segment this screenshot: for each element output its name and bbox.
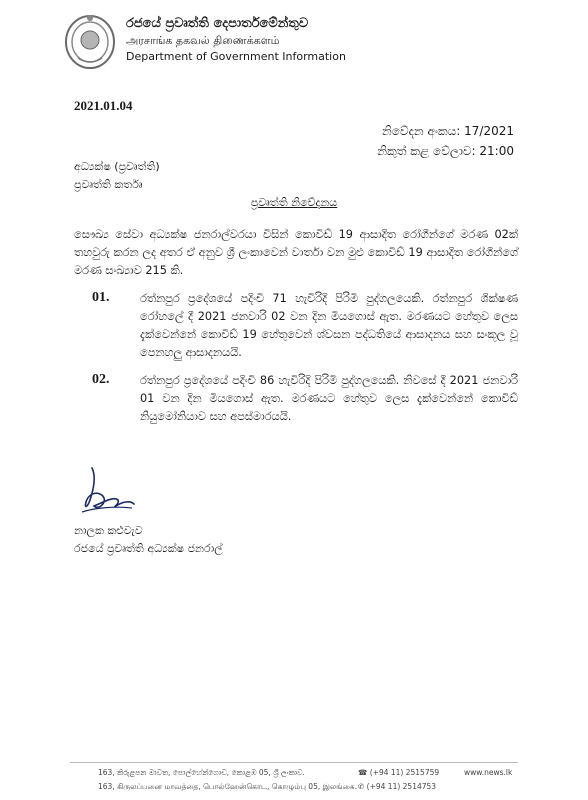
addressee-line-2: ප්‍රවෘත්ති කර්තෘ bbox=[74, 178, 143, 191]
release-time: නිකුත් කළ වේලාව: 21:00 bbox=[377, 144, 514, 158]
document-date: 2021.01.04 bbox=[74, 98, 133, 113]
government-emblem-icon bbox=[64, 12, 116, 70]
letterhead-tamil: அரசாங்க தகவல் திணைக்களம் bbox=[126, 34, 280, 47]
subject-heading: ප්‍රවෘත්ති නිවේදනය bbox=[250, 196, 338, 209]
phone-number: (+94 11) 2515759 bbox=[369, 768, 440, 777]
signatory-name: නාලක කළුවැව bbox=[74, 524, 143, 537]
footer-website[interactable]: www.news.lk bbox=[464, 768, 513, 777]
footer-fax: ✆ (+94 11) 2514753 bbox=[358, 782, 437, 791]
letterhead-english: Department of Government Information bbox=[126, 50, 346, 63]
signatory-title: රජයේ ප්‍රවෘත්ති අධ්‍යක්ෂ ජනරාල් bbox=[74, 542, 223, 555]
footer-address-sinhala: 163, කිරුළපන මාවත, පොල්හේන්ගොඩ, කොළඹ 05, ශ්‍රී ලංකාව. bbox=[98, 768, 305, 777]
item-text: රත්නපුර ප්‍රදේශයේ පදිංචි 86 හැවිරිදි පිරිමි පුද්ගලයෙකි. නිවසේ දී 2021 ජනවාරි 01 වන දින මියගොස් ඇත. මරණයට හේතුව ලෙස දැක්වෙන්නේ කොවිඩ් නියුමෝනියාව සහ අපස්මාරයයි. bbox=[140, 374, 518, 423]
item-number: 02. bbox=[92, 372, 110, 387]
footer-divider bbox=[70, 762, 518, 763]
signature-image bbox=[74, 462, 164, 522]
addressee-line-1: අධ්‍යක්ෂ (ප්‍රවෘත්ති) bbox=[74, 160, 160, 173]
footer-address-tamil: 163, கிருலப்பனை மாவத்தை, பொல்ஹேன்கொட, கொழும்பு 05, இலங்கை. bbox=[98, 782, 357, 791]
intro-paragraph: සෞඛ්‍ය සේවා අධ්‍යක්ෂ ජනරාල්වරයා විසින් කොවිඩ් 19 ආසාදිත රෝගීන්ගේ මරණ 02ක් තහවුරු කරන ලද අතර ඒ අනුව ශ්‍රී ලංකාවෙන් වාර්තා වන මුළු කොවිඩ් 19 ආසාදිත රෝගීන්ගේ මරණ සංඛ්‍යාව 215 කි. bbox=[74, 228, 518, 277]
item-text: රත්නපුර ප්‍රදේශයේ පදිංචි 71 හැවිරිදි පිරිමි පුද්ගලයෙකි. රත්නපුර ශික්ෂණ රෝහලේ දී 2021 ජනවාරි 02 වන දින මියගොස් ඇත. මරණයට හේතුව ලෙස දැක්වෙන්නේ කොවිඩ් 19 හේතුවෙන් ශ්වසන පද්ධතියේ ආසාදනය සහ සංකූල වූ පෙනහලු ආසාදනයයි. bbox=[140, 292, 518, 359]
fax-number: (+94 11) 2514753 bbox=[366, 782, 437, 791]
letterhead-sinhala: රජයේ ප්‍රවෘත්ති දෙපාර්තමේන්තුව bbox=[126, 16, 309, 31]
footer-phone: ☎ (+94 11) 2515759 bbox=[358, 768, 440, 777]
item-number: 01. bbox=[92, 290, 110, 305]
release-number: නිවේදන අංකය: 17/2021 bbox=[382, 124, 514, 138]
